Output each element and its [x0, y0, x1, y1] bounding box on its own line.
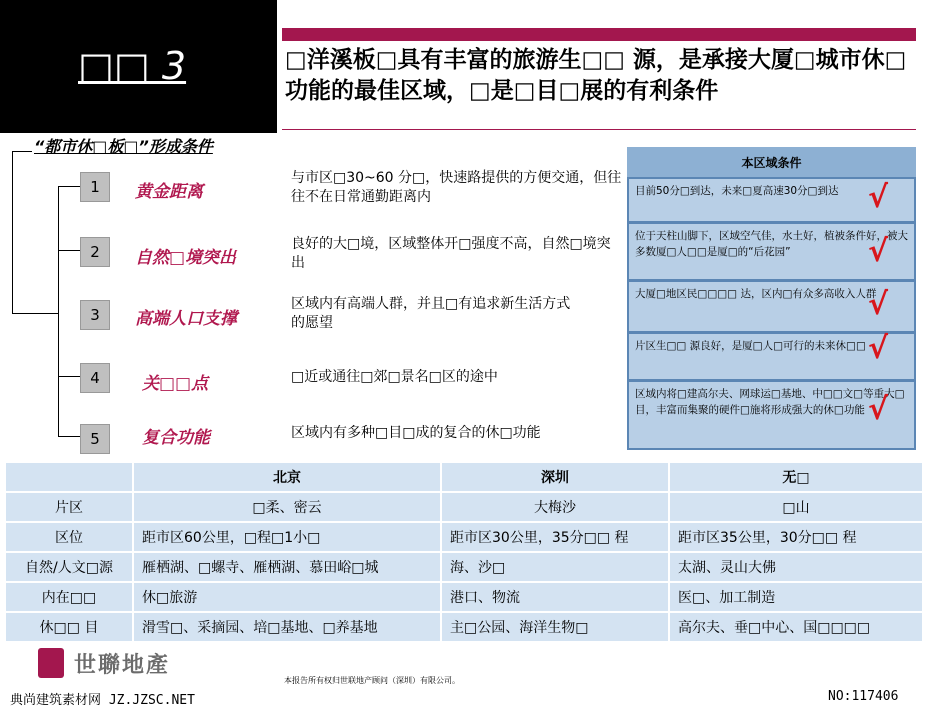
check-mark-icon: √ — [868, 180, 889, 215]
logo-text: 世聯地產 — [74, 652, 171, 678]
condition-description: □近或通往□郊□景名□区的途中 — [291, 369, 498, 385]
condition-number: 4 — [80, 363, 110, 393]
panel-item: 区域内将□建高尔夫、网球运□基地、中□□文□等重大□目，丰富而集聚的硬件□施将形成强大的休□功能 — [629, 382, 914, 448]
headline-divider — [282, 129, 916, 130]
table-row — [6, 613, 922, 641]
comparison-table — [4, 461, 924, 643]
table-row — [6, 583, 922, 611]
condition-number: 2 — [80, 237, 110, 267]
table-header-cell: 深圳 — [442, 463, 668, 491]
accent-bar — [282, 28, 916, 41]
condition-number: 5 — [80, 424, 110, 454]
condition-factor: 关□□点 — [142, 374, 209, 394]
logo-mark-icon — [38, 648, 64, 678]
table-header-cell — [6, 463, 132, 491]
table-cell: 高尔夫、垂□中心、国□□□□ — [670, 613, 922, 641]
row-label: 区位 — [6, 523, 132, 551]
copyright-note: 本报告所有权归世联地产顾问（深圳）有限公司。 — [284, 676, 460, 685]
table-row — [6, 493, 922, 521]
slide-title: □□ 3 — [78, 44, 187, 88]
table-cell: □柔、密云 — [134, 493, 440, 521]
check-mark-icon: √ — [868, 234, 889, 269]
row-label: 自然/人文□源 — [6, 553, 132, 581]
table-cell: 雁栖湖、□螺寺、雁栖湖、慕田峪□城 — [134, 553, 440, 581]
tree-line — [12, 151, 32, 152]
condition-factor: 自然□境突出 — [135, 248, 237, 268]
condition-number: 3 — [80, 300, 110, 330]
row-label: 片区 — [6, 493, 132, 521]
condition-factor: 黄金距离 — [135, 182, 203, 202]
panel-item: 位于天柱山脚下，区域空气佳，水土好，植被条件好，被大多数厦□人□□是厦□的“后花园” — [629, 224, 914, 279]
tree-line — [58, 376, 80, 377]
table-cell: 太湖、灵山大佛 — [670, 553, 922, 581]
table-cell: 大梅沙 — [442, 493, 668, 521]
conditions-title: “都市休□板□”形成条件 — [34, 137, 213, 156]
table-cell: 距市区35公里，30分□□ 程 — [670, 523, 922, 551]
table-cell: 休□旅游 — [134, 583, 440, 611]
condition-number: 1 — [80, 172, 110, 202]
row-label: 内在□□ — [6, 583, 132, 611]
tree-line — [12, 313, 58, 314]
row-label: 休□□ 目 — [6, 613, 132, 641]
table-header-cell: 北京 — [134, 463, 440, 491]
table-cell: 海、沙□ — [442, 553, 668, 581]
check-mark-icon: √ — [868, 331, 889, 366]
panel-item: 片区生□□ 源良好，是厦□人□可行的未来休□□ — [629, 334, 914, 379]
condition-factor: 高端人口支撑 — [135, 309, 237, 329]
condition-description: 良好的大□境，区域整体开□强度不高，自然□境突出 — [291, 236, 611, 271]
tree-line — [58, 250, 80, 251]
condition-factor: 复合功能 — [142, 428, 210, 448]
table-cell: 主□公园、海洋生物□ — [442, 613, 668, 641]
condition-description: 区域内有多种□目□成的复合的休□功能 — [291, 425, 541, 441]
table-cell: 滑雪□、采摘园、培□基地、□养基地 — [134, 613, 440, 641]
table-cell: □山 — [670, 493, 922, 521]
table-cell: 港口、物流 — [442, 583, 668, 611]
check-mark-icon: √ — [868, 392, 889, 427]
table-header-cell: 无□ — [670, 463, 922, 491]
condition-description: 区域内有高端人群，并且□有追求新生活方式的愿望 — [291, 296, 571, 331]
table-header-row — [6, 463, 922, 491]
panel-item: 目前50分□到达，未来□夏高速30分□到达 — [629, 179, 914, 221]
check-mark-icon: √ — [868, 287, 889, 322]
watermark-number: NO:117406 — [828, 689, 899, 704]
panel-item: 大厦□地区民□□□□ 达，区内□有众多高收入人群 — [629, 282, 914, 331]
tree-line — [58, 186, 80, 187]
tree-line — [58, 186, 59, 436]
table-cell: 医□、加工制造 — [670, 583, 922, 611]
table-row — [6, 553, 922, 581]
tree-line — [58, 436, 80, 437]
table-cell: 距市区30公里，35分□□ 程 — [442, 523, 668, 551]
table-row — [6, 523, 922, 551]
panel-title: 本区域条件 — [627, 147, 916, 177]
watermark-source: 典尚建筑素材网 JZ.JZSC.NET — [10, 693, 195, 708]
table-cell: 距市区60公里，□程□1小□ — [134, 523, 440, 551]
condition-description: 与市区□30~60 分□，快速路提供的方便交通，但往往不在日常通勤距离内 — [291, 170, 622, 205]
headline: □洋溪板□具有丰富的旅游生□□ 源，是承接大厦□城市休□功能的最佳区域，□是□目□展的有利条件 — [285, 47, 907, 104]
tree-line — [12, 151, 13, 313]
